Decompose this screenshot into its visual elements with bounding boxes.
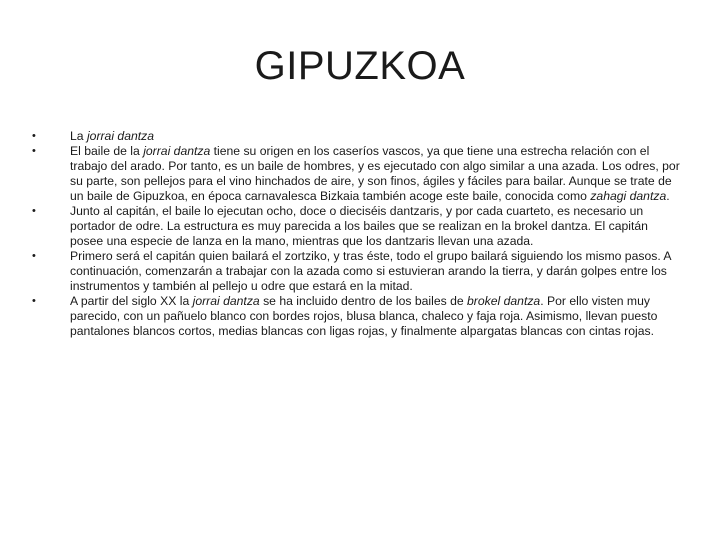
bullet-text: A partir del siglo XX la — [70, 294, 193, 308]
bullet-text: La — [70, 129, 87, 143]
bullet-text: El baile de la — [70, 144, 144, 158]
bullet-text: . Por ello visten muy parecido, con un pañuelo blanco con bordes rojos, blusa blanca, chaleco y faja roja. Asimismo, llevan puesto pantalones blancos cortos, medias blancas con ligas rojas, y finalmente alpargatas blancas con cintas rojas. — [70, 294, 658, 338]
slide-title: GIPUZKOA — [254, 44, 466, 88]
bullet-list — [70, 129, 682, 339]
bullet-item — [70, 204, 682, 249]
italic-text: brokel dantza — [467, 294, 541, 308]
bullet-text: Primero será el capitán quien bailará el zortziko, y tras éste, todo el grupo bailará siguiendo los mismo pasos. A continuación, comenzarán a trabajar con la azada como si estuvieran arando la tierra, y darán golpes entre los instrumentos y también al pellejo u odre que estará en la mitad. — [70, 249, 671, 293]
bullet-text: . — [666, 189, 670, 203]
bullet-item — [70, 144, 682, 204]
italic-text: jorrai dantza — [192, 294, 260, 308]
bullet-item — [70, 249, 682, 294]
bullet-text: se ha incluido dentro de los bailes de — [259, 294, 468, 308]
italic-text: jorrai dantza — [86, 129, 155, 143]
bullet-text: Junto al capitán, el baile lo ejecutan ocho, doce o dieciséis dantzaris, y por cada cuarteto, es necesario un portador de odre. La estructura es muy parecida a los bailes que se realizan en la brokel dantza. El capitán posee una especie de lanza en la mano, mientras que los dantzaris llevan una azada. — [70, 204, 648, 248]
bullet-item — [70, 129, 682, 144]
italic-text: jorrai dantza — [143, 144, 211, 158]
bullet-item — [70, 294, 682, 339]
bullet-text: tiene su origen en los caseríos vascos, ya que tiene una estrecha relación con el trabajo del arado. Por tanto, es un baile de hombres, y es ejecutado con algo similar a una azada. Los odres, por su parte, son pellejos para el vino hinchados de aire, y son finos, ágiles y fáciles para bailar. Aunque se trate de un baile de Gipuzkoa, en época carnavalesca Bizkaia también acoge este baile, conocida como — [70, 144, 680, 203]
italic-text: zahagi dantza — [590, 189, 667, 203]
